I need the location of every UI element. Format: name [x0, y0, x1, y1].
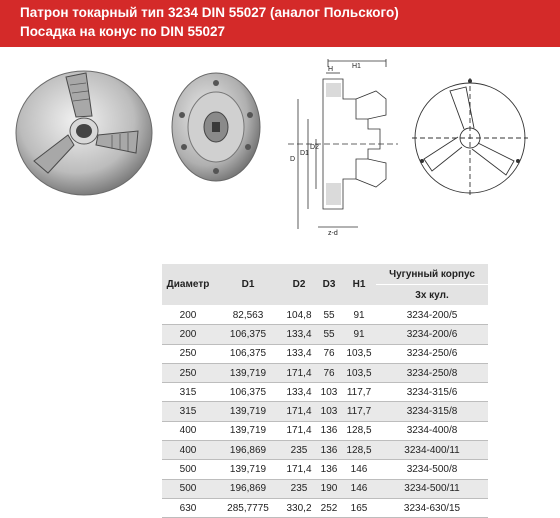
- col-header-d3: D3: [316, 264, 342, 306]
- table-cell: 190: [316, 479, 342, 498]
- table-row: [162, 363, 488, 382]
- table-cell: 3234-200/6: [376, 325, 488, 344]
- label-d: D: [290, 156, 296, 163]
- table-cell: 82,563: [214, 306, 282, 325]
- table-cell: 3234-315/8: [376, 402, 488, 421]
- table-cell: 91: [342, 325, 376, 344]
- table-cell: 106,375: [214, 344, 282, 363]
- label-d1: D1: [300, 150, 309, 157]
- table-cell: 3234-400/11: [376, 441, 488, 460]
- chuck-back-image: [170, 67, 262, 187]
- table-cell: 500: [162, 460, 214, 479]
- table-cell: 200: [162, 325, 214, 344]
- label-h1: H1: [352, 63, 361, 70]
- table-cell: 106,375: [214, 325, 282, 344]
- table-cell: 330,2: [282, 498, 316, 517]
- table-cell: 55: [316, 306, 342, 325]
- col-header-diameter: Диаметр: [162, 264, 214, 306]
- chuck-front-image: [12, 61, 162, 201]
- table-row: [162, 344, 488, 363]
- table-cell: 171,4: [282, 421, 316, 440]
- table-cell: 133,4: [282, 383, 316, 402]
- table-cell: 103: [316, 402, 342, 421]
- table-cell: 171,4: [282, 460, 316, 479]
- table-cell: 117,7: [342, 383, 376, 402]
- table-cell: 146: [342, 460, 376, 479]
- table-cell: 165: [342, 498, 376, 517]
- table-cell: 139,719: [214, 363, 282, 382]
- table-cell: 133,4: [282, 344, 316, 363]
- col-header-h1: H1: [342, 264, 376, 306]
- table-cell: 3234-500/8: [376, 460, 488, 479]
- table-body: [162, 306, 488, 518]
- table-cell: 250: [162, 363, 214, 382]
- table-cell: 171,4: [282, 402, 316, 421]
- table-row: [162, 383, 488, 402]
- product-images: [0, 47, 560, 252]
- table-cell: 103: [316, 383, 342, 402]
- table-cell: 285,7775: [214, 498, 282, 517]
- title-line-2: Посадка на конус по DIN 55027: [20, 24, 226, 39]
- table-cell: 103,5: [342, 344, 376, 363]
- table-cell: 133,4: [282, 325, 316, 344]
- table-cell: 171,4: [282, 363, 316, 382]
- table-cell: 200: [162, 306, 214, 325]
- col-header-d2: D2: [282, 264, 316, 306]
- table-cell: 136: [316, 441, 342, 460]
- table-cell: 250: [162, 344, 214, 363]
- table-cell: 400: [162, 441, 214, 460]
- table-cell: 136: [316, 421, 342, 440]
- col-subheader-jaws: 3х кул.: [376, 285, 488, 306]
- table-cell: 235: [282, 441, 316, 460]
- table-cell: 3234-500/11: [376, 479, 488, 498]
- table-cell: 196,869: [214, 441, 282, 460]
- table-cell: 252: [316, 498, 342, 517]
- table-cell: 139,719: [214, 460, 282, 479]
- spec-table: [162, 264, 488, 518]
- table-cell: 400: [162, 421, 214, 440]
- front-view-drawing: [410, 73, 530, 203]
- table-row: [162, 325, 488, 344]
- table-row: [162, 460, 488, 479]
- table-header-row: [162, 264, 488, 285]
- table-cell: 630: [162, 498, 214, 517]
- table-cell: 3234-630/15: [376, 498, 488, 517]
- table-cell: 196,869: [214, 479, 282, 498]
- table-cell: 3234-200/5: [376, 306, 488, 325]
- table-row: [162, 441, 488, 460]
- table-cell: 139,719: [214, 402, 282, 421]
- table-cell: 315: [162, 383, 214, 402]
- table-cell: 3234-250/8: [376, 363, 488, 382]
- title-line-1: Патрон токарный тип 3234 DIN 55027 (аналог Польского): [20, 5, 399, 20]
- table-cell: 3234-250/6: [376, 344, 488, 363]
- section-drawing: [268, 59, 403, 239]
- table-cell: 136: [316, 460, 342, 479]
- table-cell: 128,5: [342, 441, 376, 460]
- title-banner: [0, 0, 560, 47]
- table-cell: 103,5: [342, 363, 376, 382]
- table-row: [162, 306, 488, 325]
- table-cell: 146: [342, 479, 376, 498]
- table-row: [162, 402, 488, 421]
- table-cell: 76: [316, 344, 342, 363]
- col-header-body: Чугунный корпус: [376, 264, 488, 285]
- table-cell: 104,8: [282, 306, 316, 325]
- table-cell: 117,7: [342, 402, 376, 421]
- table-cell: 235: [282, 479, 316, 498]
- label-d2: D2: [310, 144, 319, 151]
- table-cell: 139,719: [214, 421, 282, 440]
- label-zd: z-d: [328, 230, 338, 237]
- table-cell: 500: [162, 479, 214, 498]
- table-cell: 315: [162, 402, 214, 421]
- table-cell: 3234-315/6: [376, 383, 488, 402]
- table-row: [162, 479, 488, 498]
- col-header-d1: D1: [214, 264, 282, 306]
- table-cell: 128,5: [342, 421, 376, 440]
- table-cell: 106,375: [214, 383, 282, 402]
- table-cell: 55: [316, 325, 342, 344]
- table-cell: 3234-400/8: [376, 421, 488, 440]
- label-h: H: [328, 66, 334, 73]
- table-row: [162, 421, 488, 440]
- table-row: [162, 498, 488, 517]
- table-cell: 91: [342, 306, 376, 325]
- table-cell: 76: [316, 363, 342, 382]
